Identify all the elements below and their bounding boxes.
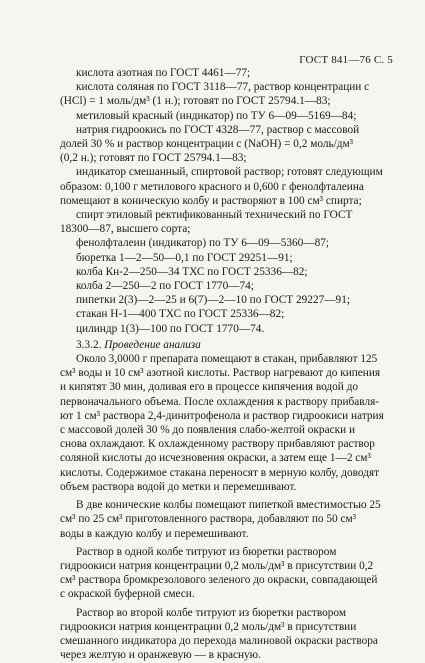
text-line: бюретка 1—2—50—0,1 по ГОСТ 29251—91; — [76, 251, 293, 264]
text-line: см³ воды и 10 см³ азотной кислоты. Раствор нагревают до кипения — [60, 367, 381, 380]
text-line: с окраской буферной смеси. — [60, 588, 195, 601]
running-header: ГОСТ 841—76 С. 5 — [299, 54, 393, 66]
text-line: объем раствора водой до метки и перемешивают. — [60, 480, 297, 493]
text-line: и кипятят 30 мин, доливая его в процессе кипячения водой до — [60, 381, 359, 394]
text-line: снова охлаждают. К охлажденному раствору прибавляют раствор — [60, 438, 375, 451]
text-line: с массовой долей 30 % до появления слабо-желтой окраски и — [60, 424, 355, 437]
text-line: (0,2 н.); готовят по ГОСТ 25794.1—83; — [60, 152, 247, 165]
text-line: Около 3,0000 г препарата помещают в стакан, прибавляют 125 — [76, 353, 378, 366]
text-line: кислоты. Содержимое стакана переносят в мерную колбу, доводят — [60, 466, 380, 479]
text-line: натрия гидроокись по ГОСТ 4328—77, раствор с массовой — [76, 123, 360, 136]
text-line: первоначального объема. После охлаждения к раствору прибавля- — [60, 395, 380, 408]
text-line: кислота азотная по ГОСТ 4461—77; — [76, 67, 251, 79]
text-line: ют 1 см³ раствора 2,4-динитрофенола и раствор гидроокиси натрия — [60, 409, 384, 422]
text-line: цилиндр 1(3)—100 по ГОСТ 1770—74. — [76, 322, 265, 335]
text-line: долей 30 % и раствор концентрации c (NaOH) = 0,2 моль/дм³ — [60, 138, 354, 151]
text-line: смешанного индикатора до перехода малиновой окраски раствора — [60, 634, 378, 647]
text-line: индикатор смешанный, спиртовой раствор; готовят следующим — [76, 166, 383, 179]
text-line: Раствор во второй колбе титруют из бюретки раствором — [76, 606, 346, 619]
text-line: фенолфталеин (индикатор) по ТУ 6—09—5360—87; — [76, 237, 330, 250]
text-line: метиловый красный (индикатор) по ТУ 6—09—5169—84; — [76, 109, 357, 122]
text-line: через желтую и оранжевую — в красную. — [60, 649, 261, 662]
text-line: см³ по 25 см³ приготовленного раствора, добавляют по 50 см³ — [60, 513, 357, 526]
text-line: гидроокиси натрия концентрации 0,2 моль/дм³ в присутствии 0,2 — [60, 559, 374, 572]
text-line: (HCl) = 1 моль/дм³ (1 н.); готовят по ГОСТ 25794.1—83; — [60, 95, 331, 108]
text-line: стакан Н-1—400 ТХС по ГОСТ 25336—82; — [76, 308, 285, 321]
text-line: Раствор в одной колбе титруют из бюретки раствором — [76, 545, 337, 558]
text-line: кислота соляная по ГОСТ 3118—77, раствор концентрации c — [76, 81, 370, 94]
document-body — [60, 66, 402, 662]
text-line: образом: 0,100 г метилового красного и 0,600 г фенолфталеина — [60, 180, 364, 193]
text-line: воды в каждую колбу и перемешивают. — [60, 527, 249, 540]
text-line: соляной кислоты до исчезновения окраски, а затем еще 1—2 см³ — [60, 452, 371, 465]
text-line: гидроокиси натрия концентрации 0,2 моль/дм³ в присутствии — [60, 620, 357, 633]
text-line: колба 2—250—2 по ГОСТ 1770—74; — [76, 280, 254, 293]
text-line: пипетки 2(3)—2—25 и 6(7)—2—10 по ГОСТ 29227—91; — [76, 294, 350, 307]
text-line: помещают в коническую колбу и растворяют в 100 см³ спирта; — [60, 194, 362, 207]
text-line: В две конические колбы помещают пипеткой вместимостью 25 — [76, 499, 381, 512]
text-line: 18300—87, высшего сорта; — [60, 223, 191, 236]
text-line: спирт этиловый ректификованный технический по ГОСТ — [76, 209, 353, 222]
text-line: см³ раствора бромкрезолового зеленого до окраски, совпадающей — [60, 574, 378, 587]
section-heading: 3.3.2. Проведение анализа — [76, 338, 201, 351]
text-line: колба Кн-2—250—34 ТХС по ГОСТ 25336—82; — [76, 265, 308, 278]
